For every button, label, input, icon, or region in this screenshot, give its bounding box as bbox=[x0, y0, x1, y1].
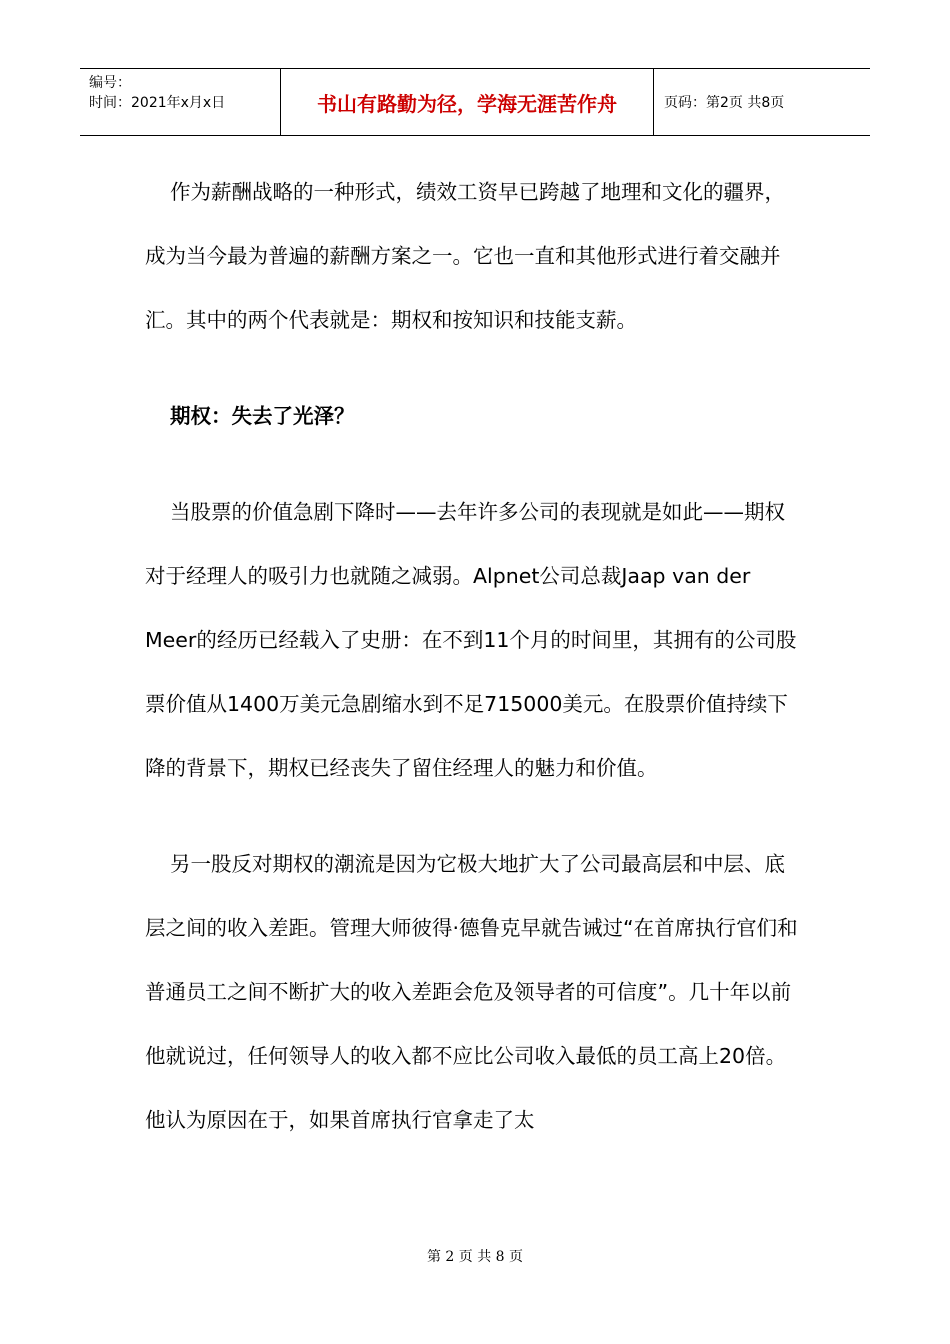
header-motto: 书山有路勤为径，学海无涯苦作舟 bbox=[317, 92, 617, 116]
section-heading: 期权：失去了光泽？ bbox=[170, 404, 355, 428]
document-body bbox=[145, 160, 805, 1152]
paragraph: 作为薪酬战略的一种形式，绩效工资早已跨越了地理和文化的疆界，成为当今最为普遍的薪酬方案之一。它也一直和其他形式进行着交融并汇。其中的两个代表就是：期权和按知识和技能支薪。 bbox=[145, 180, 785, 332]
paragraph-gap bbox=[145, 448, 805, 480]
header-meta bbox=[89, 73, 225, 113]
page-footer: 第 2 页 共 8 页 bbox=[426, 1249, 524, 1265]
paragraph-gap bbox=[145, 352, 805, 384]
header-divider bbox=[653, 69, 654, 135]
paragraph: 当股票的价值急剧下降时——去年许多公司的表现就是如此——期权对于经理人的吸引力也就随之减弱。Alpnet公司总裁Jaap van der Meer的经历已经载入了史册：在不到11个月的时间里，其拥有的公司股票价值从1400万美元急剧缩水到不足715000美元。在股票价值持续下降的背景下，期权已经丧失了留住经理人的魅力和价值。 bbox=[145, 500, 797, 780]
number-label: 编号： bbox=[89, 75, 131, 91]
time-label: 时间：2021年x月x日 bbox=[89, 95, 226, 111]
paragraph: 另一股反对期权的潮流是因为它极大地扩大了公司最高层和中层、底层之间的收入差距。管理大师彼得·德鲁克早就告诫过“在首席执行官们和普通员工之间不断扩大的收入差距会危及领导者的可信度”。几十年以前他就说过，任何领导人的收入都不应比公司收入最低的员工高上20倍。他认为原因在于，如果首席执行官拿走了太 bbox=[145, 852, 798, 1132]
paragraph-gap bbox=[145, 800, 805, 832]
document-header bbox=[80, 68, 870, 136]
header-page-number: 页码：第2页 共8页 bbox=[664, 95, 785, 111]
